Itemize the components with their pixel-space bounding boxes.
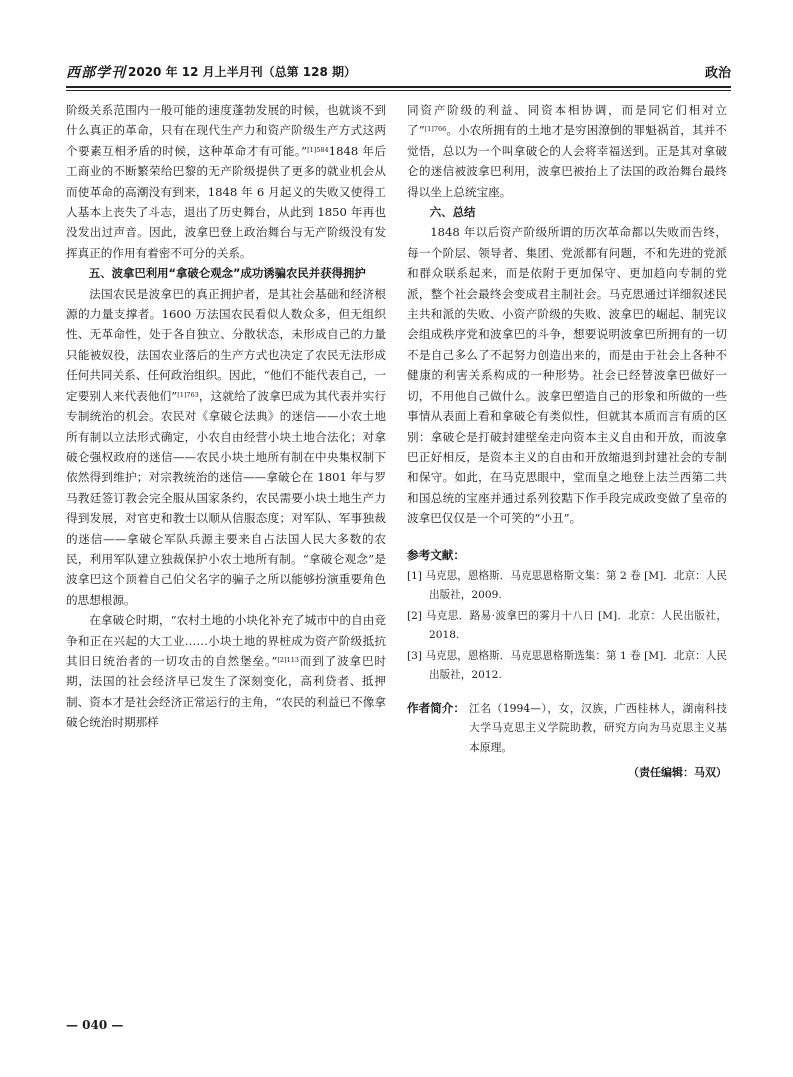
reference-item: [1] 马克思，恩格斯．马克思恩格斯文集：第 2 卷 [M]．北京：人民出版社，2009. — [407, 569, 727, 601]
references-title: 参考文献： — [407, 547, 465, 562]
journal-logo: 西部学刊 — [66, 65, 126, 81]
paragraph-text: 同资产阶级的利益、同资本相协调，而是同它们相对立了” — [407, 103, 727, 138]
paragraph — [66, 610, 386, 732]
paragraph-text: ，这就给了波拿巴成为其代表并实行专制统治的机会。农民对《拿破仑法典》的迷信——小农土地所有制以立法形式确定，小农自由经营小块土地合法化；对拿破仑强权政府的迷信——农民小块土地所有制在中央集权制下依然得到维护；对宗教统治的迷信——拿破仑在 1801 年与罗马教廷签订教会完全服从国家条约，农民需要小块土地生产力得到发展，对官吏和教士以顺从信服态度；对军队、军事独裁的迷信——拿破仑军队兵源主要来自占法国人民大多数的农民，利用军队建立独裁保护小农土地所有制。“拿破仑观念”是波拿巴这个顶着自己伯父名字的骗子之所以能够扮演重要角色的思想根源。 — [66, 388, 386, 607]
section-heading-5: 五、波拿巴利用“拿破仑观念”成功诱骗农民并获得拥护 — [88, 266, 366, 281]
author-intro — [407, 699, 727, 758]
paragraph — [407, 100, 727, 202]
citation: [1]766 — [424, 125, 447, 134]
author-label: 作者简介： — [407, 700, 465, 715]
paragraph — [66, 284, 386, 611]
responsible-editor: （责任编辑：马双） — [628, 766, 727, 780]
paragraph: 1848 年以后资产阶级所谓的历次革命都以失败而告终，每一个阶层、领导者、集团、党派都有问题，不和先进的党派和群众联系起来，而是依附于更加保守、更加趋向专制的党派，整个社会最终会变成君主制社会。马克思通过详细叙述民主共和派的失败、小资产阶级的失败、波拿巴的崛起、制宪议会组成秩序党和波拿巴的斗争，想要说明波拿巴所拥有的一切不是自己多么了不起努力创造出来的，而是由于社会上各种不健康的利害关系构成的一种形势。社会已经替波拿巴做好一切，不用他自己做什么。波拿巴塑造自己的形象和所做的一些事情从表面上看和拿破仑有类似性，但就其本质而言有质的区别：拿破仑是打破封建壁垒走向资本主义自由和开放，而波拿巴正好相反，是资本主义的自由和开放缩退到封建社会的专制和保守。如此，在马克思眼中，堂而皇之地登上法兰西第二共和国总统的宝座并通过系列狡黠下作手段完成政变做了皇帝的波拿巴仅仅是一个可笑的“小丑”。 — [407, 225, 727, 526]
section-tag: 政治 — [704, 66, 731, 81]
paragraph-text: 阶级关系范围内一般可能的速度蓬勃发展的时候，也就谈不到什么真正的革命，只有在现代生产力和资产阶级生产方式这两个要素互相矛盾的时候，这种革命才有可能。” — [66, 103, 386, 158]
paragraph — [66, 100, 386, 263]
left-column — [66, 100, 386, 733]
citation: [2]113 — [277, 655, 299, 664]
issue-info: 2020 年 12 月上半月刊（总第 128 期） — [128, 65, 357, 79]
paragraph-text: 。小农所拥有的土地才是穷困潦倒的罪魁祸首，其并不觉悟，总以为一个叫拿破仑的人会将幸福送到。正是其对拿破仑的迷信被波拿巴利用，波拿巴被抬上了法国的政治舞台最终得以坐上总统宝座。 — [407, 123, 727, 199]
right-column — [407, 100, 727, 783]
paragraph-text: 1848 年后工商业的不断繁荣给巴黎的无产阶级提供了更多的就业机会从而使革命的高潮没有到来，1848 年 6 月起义的失败又使得工人基本上丧失了斗志，退出了历史舞台，从此到 1850 年再也没发出过声音。因此，波拿巴登上政治舞台与无产阶级没有发挥真正的作用有着密不可分的关系。 — [66, 143, 386, 260]
header-rule — [66, 86, 731, 88]
paragraph-text: 在拿破仑时期，“农村土地的小块化补充了城市中的自由竞争和正在兴起的大工业……小块土地的界桩成为资产阶级抵抗其旧日统治者的一切攻击的自然堡垒。” — [66, 613, 386, 668]
author-text: 江名（1994—），女，汉族，广西桂林人，湖南科技大学马克思主义学院助教，研究方向为马克思主义基本原理。 — [469, 701, 727, 754]
header-rule-thin — [66, 90, 731, 91]
paragraph-text: 而到了波拿巴时期，法国的社会经济早已发生了深刻变化，高利贷者、抵押制、资本才是社会经济正常运行的主角，“农民的利益已不像拿破仑统治时期那样 — [66, 653, 386, 730]
page-header — [66, 60, 731, 84]
section-heading-6: 六、总结 — [429, 205, 476, 220]
citation: [1]584 — [307, 145, 329, 154]
reference-item: [2] 马克思．路易·波拿巴的雾月十八日 [M]．北京：人民出版社，2018. — [407, 609, 727, 641]
citation: [1]763 — [177, 390, 199, 399]
page-number: — 040 — — [66, 1018, 124, 1032]
reference-item: [3] 马克思，恩格斯．马克思恩格斯选集：第 1 卷 [M]．北京：人民出版社，2012. — [407, 649, 727, 681]
paragraph-text: 法国农民是波拿巴的真正拥护者，是其社会基础和经济根源的力量支撑者。1600 万法国农民看似人数众多，但无组织性、无革命性，处于各自独立、分散状态，未形成自己的力量只能被奴役，法国农业落后的生产方式也决定了农民无法形成任何共同关系、任何政治组织。因此，“他们不能代表自己，一定要别人来代表他们” — [66, 286, 386, 403]
